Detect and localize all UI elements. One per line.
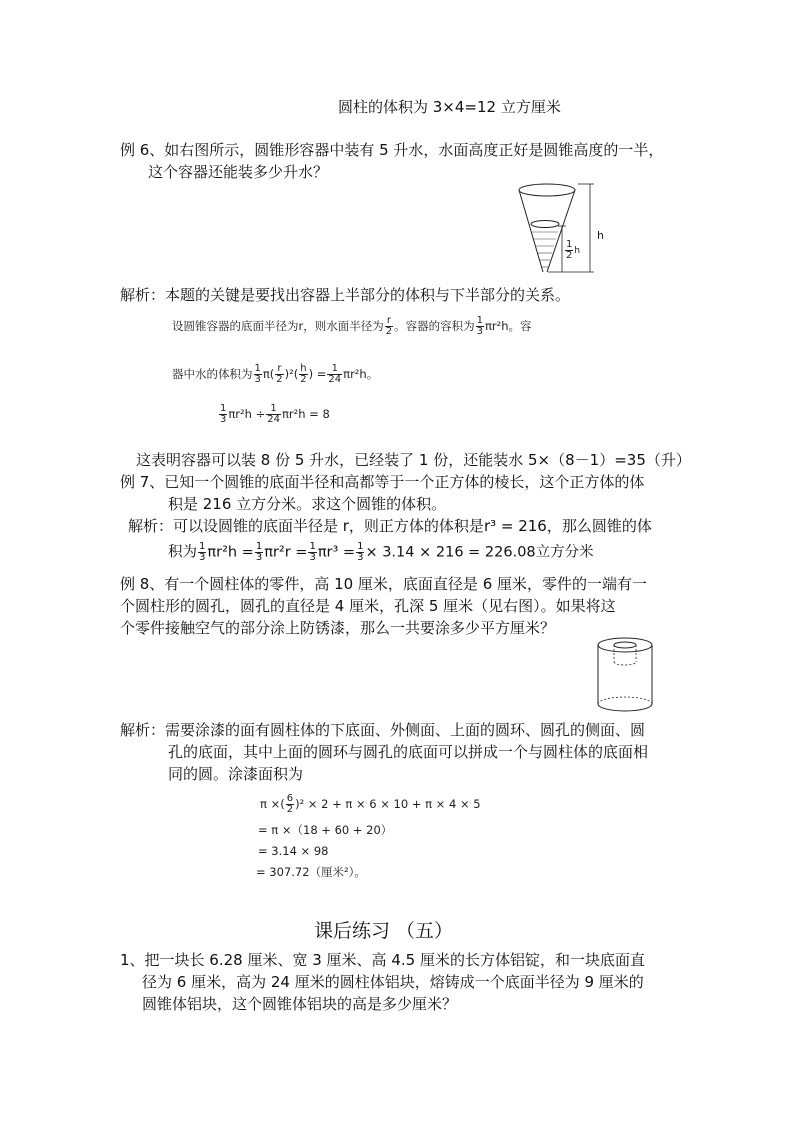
ex8-calc-line2: = π ×（18 + 60 + 20） — [258, 823, 393, 837]
ex6-formula-line3 — [218, 404, 330, 425]
ex7-analysis: 解析：可以设圆锥的底面半径是 r，则正方体的体积是r³ = 216，那么圆锥的体 — [128, 517, 652, 535]
f1-text-b: 。容器的容积为 — [394, 319, 475, 333]
ex8-analysis-line2: 孔的底面，其中上面的圆环与圆孔的底面可以拼成一个与圆柱体的底面相 — [168, 743, 649, 761]
cone-height-label: h — [597, 229, 604, 242]
ex6-conclusion: 这表明容器可以装 8 份 5 升水，已经装了 1 份，还能装水 5×（8－1）=35（升） — [136, 451, 691, 469]
f1-text-a: 设圆锥容器的底面半径为r，则水面半径为 — [172, 319, 384, 333]
vol-pre: 积为 — [168, 544, 197, 561]
f2-pi: π( — [262, 367, 275, 381]
cylinder-diagram — [592, 636, 662, 714]
ex6-question-line2: 这个容器还能装多少升水？ — [148, 163, 329, 181]
frac2-num: 1 — [255, 541, 263, 552]
calc1-b: )² × 2 + π × 6 × 10 + π × 4 × 5 — [295, 797, 481, 811]
ex6-formula-line1 — [172, 316, 532, 337]
ex8-question-line3: 个零件接触空气的部分涂上防锈漆，那么一共要涂多少平方厘米？ — [120, 619, 556, 637]
cone-half-height-label — [564, 240, 580, 261]
ex8-calc-line1 — [260, 794, 481, 815]
ex6-analysis: 解析：本题的关键是要找出容器上半部分的体积与下半部分的关系。 — [120, 286, 571, 304]
half-num: 1 — [566, 239, 573, 250]
calc1-a: π ×( — [260, 797, 285, 811]
f2-text-a: 器中水的体积为 — [172, 367, 253, 381]
frac4-num: 1 — [357, 541, 364, 552]
f3-one: 1 — [220, 403, 227, 414]
half-h: h — [574, 246, 581, 256]
f2-one24: 1 — [327, 364, 342, 375]
f3-text-a: πr²h ÷ — [228, 407, 266, 421]
ex6-question-line1: 例 6、如右图所示，圆锥形容器中装有 5 升水，水面高度正好是圆锥高度的一半， — [120, 141, 664, 159]
f2-24: 24 — [328, 374, 342, 385]
f2-two1: 2 — [276, 374, 283, 385]
f3-text-b: πr²h = 8 — [281, 407, 330, 421]
half-den: 2 — [566, 250, 573, 261]
ex6-formula-line2 — [172, 364, 378, 385]
ex8-analysis-line1: 解析：需要涂漆的面有圆柱体的下底面、外侧面、上面的圆环、圆孔的侧面、圆 — [120, 721, 646, 739]
expr1: πr²h = — [207, 544, 254, 561]
frac1-num: 1 — [199, 541, 206, 552]
expr3: πr³ = — [317, 544, 356, 561]
practice-q1-line1: 1、把一块长 6.28 厘米、宽 3 厘米、高 4.5 厘米的长方体铝锭，和一块底面直 — [120, 951, 645, 969]
ex7-question-line1: 例 7、已知一个圆锥的底面半径和高都等于一个正方体的棱长，这个正方体的体 — [120, 473, 645, 491]
f2-three: 3 — [254, 374, 261, 385]
f3-three: 3 — [220, 414, 227, 425]
f2-h: h — [300, 363, 307, 374]
expr4: × 3.14 × 216 = 226.08立方分米 — [365, 544, 594, 561]
calc1-num: 6 — [286, 793, 294, 804]
ex7-question-line2: 积是 216 立方分米。求这个圆锥的体积。 — [168, 495, 447, 513]
f2-two2: 2 — [300, 374, 307, 385]
ex8-calc-line4: = 307.72（厘米²）。 — [256, 865, 366, 879]
f2-r: r — [275, 364, 283, 375]
frac3-num: 1 — [309, 541, 316, 552]
practice-title: 课后练习 （五） — [314, 920, 454, 942]
frac4-den: 3 — [357, 552, 364, 563]
expr2: πr²r = — [264, 544, 308, 561]
f3-one24: 1 — [266, 404, 281, 415]
f1-three: 3 — [476, 326, 483, 337]
ex8-question-line1: 例 8、有一个圆柱体的零件，高 10 厘米，底面直径是 6 厘米，零件的一端有一 — [120, 575, 648, 593]
f3-24: 24 — [267, 414, 280, 425]
calc1-den: 2 — [286, 804, 294, 815]
frac3-den: 3 — [309, 552, 316, 563]
ex7-volume-formula — [168, 542, 594, 563]
ex5-result: 圆柱的体积为 3×4=12 立方厘米 — [338, 98, 561, 116]
f2-text-c: πr²h。 — [343, 367, 379, 381]
ex8-analysis-line3: 同的圆。涂漆面积为 — [168, 765, 304, 783]
practice-q1-line3: 圆锥体铝块，这个圆锥体铝块的高是多少厘米？ — [142, 995, 458, 1013]
f1-text-c: πr²h。容 — [484, 319, 532, 333]
ex8-calc-line3: = 3.14 × 98 — [258, 844, 329, 858]
practice-q1-line2: 径为 6 厘米，高为 24 厘米的圆柱体铝块，熔铸成一个底面半径为 9 厘米的 — [142, 973, 644, 991]
f2-one: 1 — [254, 363, 261, 374]
frac1-den: 3 — [199, 552, 206, 563]
f1-two: 2 — [385, 326, 393, 337]
f2-end: ) = — [308, 367, 327, 381]
f2-mid: )²( — [284, 367, 299, 381]
f1-r: r — [385, 316, 393, 327]
frac2-den: 3 — [255, 552, 263, 563]
ex8-question-line2: 个圆柱形的圆孔，圆孔的直径是 4 厘米，孔深 5 厘米（见右图）。如果将这 — [120, 597, 616, 615]
f1-one: 1 — [476, 315, 483, 326]
